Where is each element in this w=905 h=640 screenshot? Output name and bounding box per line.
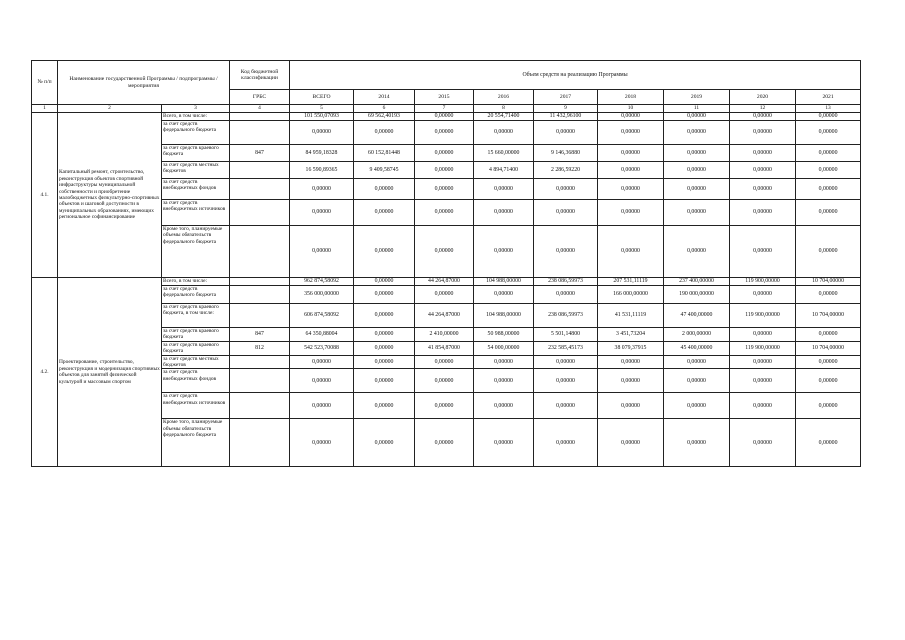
year-value: 0,00000 <box>730 226 796 278</box>
year-value: 0,00000 <box>730 121 796 145</box>
grbs-code <box>230 393 290 419</box>
year-value: 0,00000 <box>415 419 474 467</box>
year-value: 44 264,87000 <box>415 278 474 286</box>
year-value: 0,00000 <box>474 200 534 226</box>
column-number: 13 <box>796 105 861 113</box>
year-value: 0,00000 <box>796 226 861 278</box>
year-value: 0,00000 <box>664 179 730 200</box>
header-total: ВСЕГО <box>290 90 354 105</box>
year-value: 0,00000 <box>415 162 474 179</box>
year-value: 0,00000 <box>598 121 664 145</box>
total-value: 0,00000 <box>290 200 354 226</box>
year-value: 0,00000 <box>598 145 664 162</box>
year-value: 238 086,59973 <box>534 304 598 328</box>
year-value: 45 400,00000 <box>664 341 730 355</box>
year-value: 0,00000 <box>664 355 730 369</box>
column-number: 4 <box>230 105 290 113</box>
header-year: 2014 <box>354 90 415 105</box>
year-value: 47 400,00000 <box>664 304 730 328</box>
year-value: 0,00000 <box>796 369 861 393</box>
year-value: 238 086,59973 <box>534 278 598 286</box>
funding-source: за счет средств федерального бюджета <box>162 286 230 304</box>
year-value: 0,00000 <box>664 369 730 393</box>
table-row <box>32 278 861 286</box>
column-number: 11 <box>664 105 730 113</box>
column-number-row <box>32 105 861 113</box>
year-value: 0,00000 <box>796 113 861 121</box>
header-row-1 <box>32 61 861 90</box>
table-row <box>32 113 861 121</box>
grbs-code: 812 <box>230 341 290 355</box>
column-number: 8 <box>474 105 534 113</box>
year-value: 0,00000 <box>354 179 415 200</box>
year-value: 0,00000 <box>354 341 415 355</box>
grbs-code <box>230 200 290 226</box>
total-value: 962 874,58092 <box>290 278 354 286</box>
column-number: 10 <box>598 105 664 113</box>
header-year: 2017 <box>534 90 598 105</box>
year-value: 0,00000 <box>796 179 861 200</box>
year-value: 0,00000 <box>730 355 796 369</box>
year-value: 38 079,37915 <box>598 341 664 355</box>
funding-source: Кроме того, планируемые объемы обязательств федерального бюджета <box>162 419 230 467</box>
year-value: 0,00000 <box>474 286 534 304</box>
year-value: 0,00000 <box>664 226 730 278</box>
year-value: 237 400,00000 <box>664 278 730 286</box>
column-number: 5 <box>290 105 354 113</box>
year-value: 0,00000 <box>415 113 474 121</box>
header-year: 2018 <box>598 90 664 105</box>
funding-source: за счет средств краевого бюджета <box>162 341 230 355</box>
year-value: 0,00000 <box>664 200 730 226</box>
total-value: 84 959,18328 <box>290 145 354 162</box>
total-value: 0,00000 <box>290 369 354 393</box>
total-value: 0,00000 <box>290 355 354 369</box>
section-name: Капитальный ремонт, строительство, реконструкция объектов спортивной инфраструктуры муниципальной собственности и приобретение малобюджетных физкультурно-спортивных объектов и шаговой доступности в муниципальных образованиях, имеющих региональное софинансирование <box>58 113 162 278</box>
year-value: 0,00000 <box>415 393 474 419</box>
funding-source: за счет средств местных бюджетов <box>162 355 230 369</box>
year-value: 41 531,11119 <box>598 304 664 328</box>
year-value: 0,00000 <box>796 393 861 419</box>
funding-source: за счет средств краевого бюджета <box>162 145 230 162</box>
header-num: № п/п <box>32 61 58 105</box>
year-value: 119 900,00000 <box>730 278 796 286</box>
grbs-code <box>230 121 290 145</box>
header-volume: Объем средств на реализацию Программы <box>290 61 861 90</box>
year-value: 0,00000 <box>796 162 861 179</box>
year-value: 119 900,00000 <box>730 304 796 328</box>
grbs-code <box>230 369 290 393</box>
funding-source: Всего, в том числе: <box>162 113 230 121</box>
year-value: 2 000,00000 <box>664 328 730 342</box>
year-value: 50 988,00000 <box>474 328 534 342</box>
year-value: 0,00000 <box>598 162 664 179</box>
year-value: 0,00000 <box>534 121 598 145</box>
year-value: 9 146,36880 <box>534 145 598 162</box>
column-number: 3 <box>162 105 230 113</box>
funding-source: за счет средств федерального бюджета <box>162 121 230 145</box>
year-value: 0,00000 <box>534 419 598 467</box>
section-number: 4.1. <box>32 113 58 278</box>
header-year: 2020 <box>730 90 796 105</box>
year-value: 0,00000 <box>415 286 474 304</box>
funding-source: Кроме того, планируемые объемы обязательств федерального бюджета <box>162 226 230 278</box>
year-value: 0,00000 <box>474 179 534 200</box>
year-value: 0,00000 <box>415 226 474 278</box>
year-value: 2 286,59220 <box>534 162 598 179</box>
column-number: 9 <box>534 105 598 113</box>
funding-source: за счет средств местных бюджетов <box>162 162 230 179</box>
column-number: 6 <box>354 105 415 113</box>
grbs-code <box>230 162 290 179</box>
year-value: 20 554,71400 <box>474 113 534 121</box>
year-value: 10 704,00000 <box>796 304 861 328</box>
year-value: 0,00000 <box>796 200 861 226</box>
total-value: 64 350,88004 <box>290 328 354 342</box>
year-value: 0,00000 <box>796 328 861 342</box>
year-value: 0,00000 <box>474 226 534 278</box>
year-value: 0,00000 <box>598 419 664 467</box>
year-value: 0,00000 <box>796 419 861 467</box>
year-value: 207 531,11119 <box>598 278 664 286</box>
year-value: 0,00000 <box>415 355 474 369</box>
total-value: 0,00000 <box>290 179 354 200</box>
year-value: 0,00000 <box>598 226 664 278</box>
year-value: 0,00000 <box>354 304 415 328</box>
year-value: 0,00000 <box>474 419 534 467</box>
section-name: Проектирование, строительство, реконструкция и модернизация спортивных объектов для занятий физической культурой и массовым спортом <box>58 278 162 467</box>
total-value: 101 550,07093 <box>290 113 354 121</box>
section-number: 4.2. <box>32 278 58 467</box>
year-value: 0,00000 <box>354 286 415 304</box>
year-value: 0,00000 <box>354 226 415 278</box>
year-value: 0,00000 <box>664 145 730 162</box>
year-value: 2 410,00000 <box>415 328 474 342</box>
year-value: 0,00000 <box>598 393 664 419</box>
grbs-code <box>230 304 290 328</box>
header-year: 2015 <box>415 90 474 105</box>
year-value: 0,00000 <box>474 121 534 145</box>
year-value: 0,00000 <box>354 419 415 467</box>
year-value: 0,00000 <box>354 328 415 342</box>
year-value: 0,00000 <box>730 162 796 179</box>
year-value: 0,00000 <box>664 419 730 467</box>
grbs-code <box>230 419 290 467</box>
year-value: 44 264,87000 <box>415 304 474 328</box>
year-value: 104 988,00000 <box>474 304 534 328</box>
year-value: 60 152,81448 <box>354 145 415 162</box>
year-value: 0,00000 <box>354 200 415 226</box>
year-value: 119 900,00000 <box>730 341 796 355</box>
header-grbs: ГРБС <box>230 90 290 105</box>
grbs-code <box>230 286 290 304</box>
funding-source: за счет средств внебюджетных источников <box>162 393 230 419</box>
grbs-code: 847 <box>230 328 290 342</box>
year-value: 0,00000 <box>730 145 796 162</box>
year-value: 0,00000 <box>354 121 415 145</box>
year-value: 0,00000 <box>415 145 474 162</box>
header-name: Наименование государственной Программы / подпрограммы / мероприятия <box>58 61 230 105</box>
total-value: 0,00000 <box>290 121 354 145</box>
grbs-code: 847 <box>230 145 290 162</box>
year-value: 41 854,87000 <box>415 341 474 355</box>
year-value: 0,00000 <box>664 121 730 145</box>
header-year: 2021 <box>796 90 861 105</box>
year-value: 10 704,00000 <box>796 341 861 355</box>
year-value: 0,00000 <box>730 328 796 342</box>
total-value: 542 523,70088 <box>290 341 354 355</box>
year-value: 0,00000 <box>474 393 534 419</box>
total-value: 16 590,89365 <box>290 162 354 179</box>
year-value: 166 000,00000 <box>598 286 664 304</box>
total-value: 0,00000 <box>290 419 354 467</box>
funding-source: за счет средств краевого бюджета <box>162 328 230 342</box>
year-value: 0,00000 <box>664 393 730 419</box>
grbs-code <box>230 226 290 278</box>
year-value: 0,00000 <box>796 145 861 162</box>
year-value: 104 988,00000 <box>474 278 534 286</box>
year-value: 15 660,00000 <box>474 145 534 162</box>
funding-source: за счет средств внебюджетных фондов <box>162 179 230 200</box>
year-value: 0,00000 <box>354 278 415 286</box>
year-value: 0,00000 <box>664 162 730 179</box>
year-value: 0,00000 <box>730 179 796 200</box>
year-value: 0,00000 <box>534 226 598 278</box>
year-value: 0,00000 <box>598 113 664 121</box>
year-value: 0,00000 <box>534 200 598 226</box>
year-value: 4 894,71400 <box>474 162 534 179</box>
year-value: 10 704,00000 <box>796 278 861 286</box>
year-value: 0,00000 <box>534 393 598 419</box>
funding-source: Всего, в том числе: <box>162 278 230 286</box>
header-kbk: Код бюджетной классификации <box>230 61 290 90</box>
total-value: 356 000,00000 <box>290 286 354 304</box>
column-number: 2 <box>58 105 162 113</box>
year-value: 232 585,45173 <box>534 341 598 355</box>
header-year: 2016 <box>474 90 534 105</box>
year-value: 5 501,14800 <box>534 328 598 342</box>
total-value: 606 874,58092 <box>290 304 354 328</box>
grbs-code <box>230 278 290 286</box>
total-value: 0,00000 <box>290 226 354 278</box>
funding-source: за счет средств внебюджетных фондов <box>162 369 230 393</box>
year-value: 0,00000 <box>664 113 730 121</box>
year-value: 54 000,00000 <box>474 341 534 355</box>
year-value: 0,00000 <box>534 355 598 369</box>
grbs-code <box>230 179 290 200</box>
funding-source: за счет средств внебюджетных источников <box>162 200 230 226</box>
year-value: 0,00000 <box>730 393 796 419</box>
column-number: 12 <box>730 105 796 113</box>
year-value: 0,00000 <box>730 200 796 226</box>
year-value: 0,00000 <box>474 369 534 393</box>
year-value: 0,00000 <box>354 355 415 369</box>
year-value: 0,00000 <box>598 200 664 226</box>
year-value: 0,00000 <box>534 369 598 393</box>
year-value: 0,00000 <box>474 355 534 369</box>
year-value: 0,00000 <box>796 355 861 369</box>
year-value: 0,00000 <box>415 121 474 145</box>
year-value: 0,00000 <box>415 179 474 200</box>
year-value: 0,00000 <box>796 286 861 304</box>
grbs-code <box>230 355 290 369</box>
grbs-code <box>230 113 290 121</box>
funding-table <box>31 60 861 467</box>
year-value: 0,00000 <box>598 179 664 200</box>
total-value: 0,00000 <box>290 393 354 419</box>
header-year: 2019 <box>664 90 730 105</box>
year-value: 0,00000 <box>534 179 598 200</box>
year-value: 0,00000 <box>415 200 474 226</box>
year-value: 0,00000 <box>730 286 796 304</box>
year-value: 0,00000 <box>598 355 664 369</box>
year-value: 0,00000 <box>730 419 796 467</box>
year-value: 3 451,73204 <box>598 328 664 342</box>
column-number: 1 <box>32 105 58 113</box>
year-value: 0,00000 <box>354 369 415 393</box>
table-body <box>32 61 861 467</box>
year-value: 0,00000 <box>730 113 796 121</box>
funding-source: за счет средств краевого бюджета, в том числе: <box>162 304 230 328</box>
year-value: 11 432,96100 <box>534 113 598 121</box>
year-value: 0,00000 <box>354 393 415 419</box>
year-value: 0,00000 <box>598 369 664 393</box>
year-value: 0,00000 <box>534 286 598 304</box>
year-value: 9 409,58745 <box>354 162 415 179</box>
column-number: 7 <box>415 105 474 113</box>
year-value: 0,00000 <box>796 121 861 145</box>
year-value: 69 562,40193 <box>354 113 415 121</box>
year-value: 0,00000 <box>415 369 474 393</box>
year-value: 0,00000 <box>730 369 796 393</box>
year-value: 190 000,00000 <box>664 286 730 304</box>
